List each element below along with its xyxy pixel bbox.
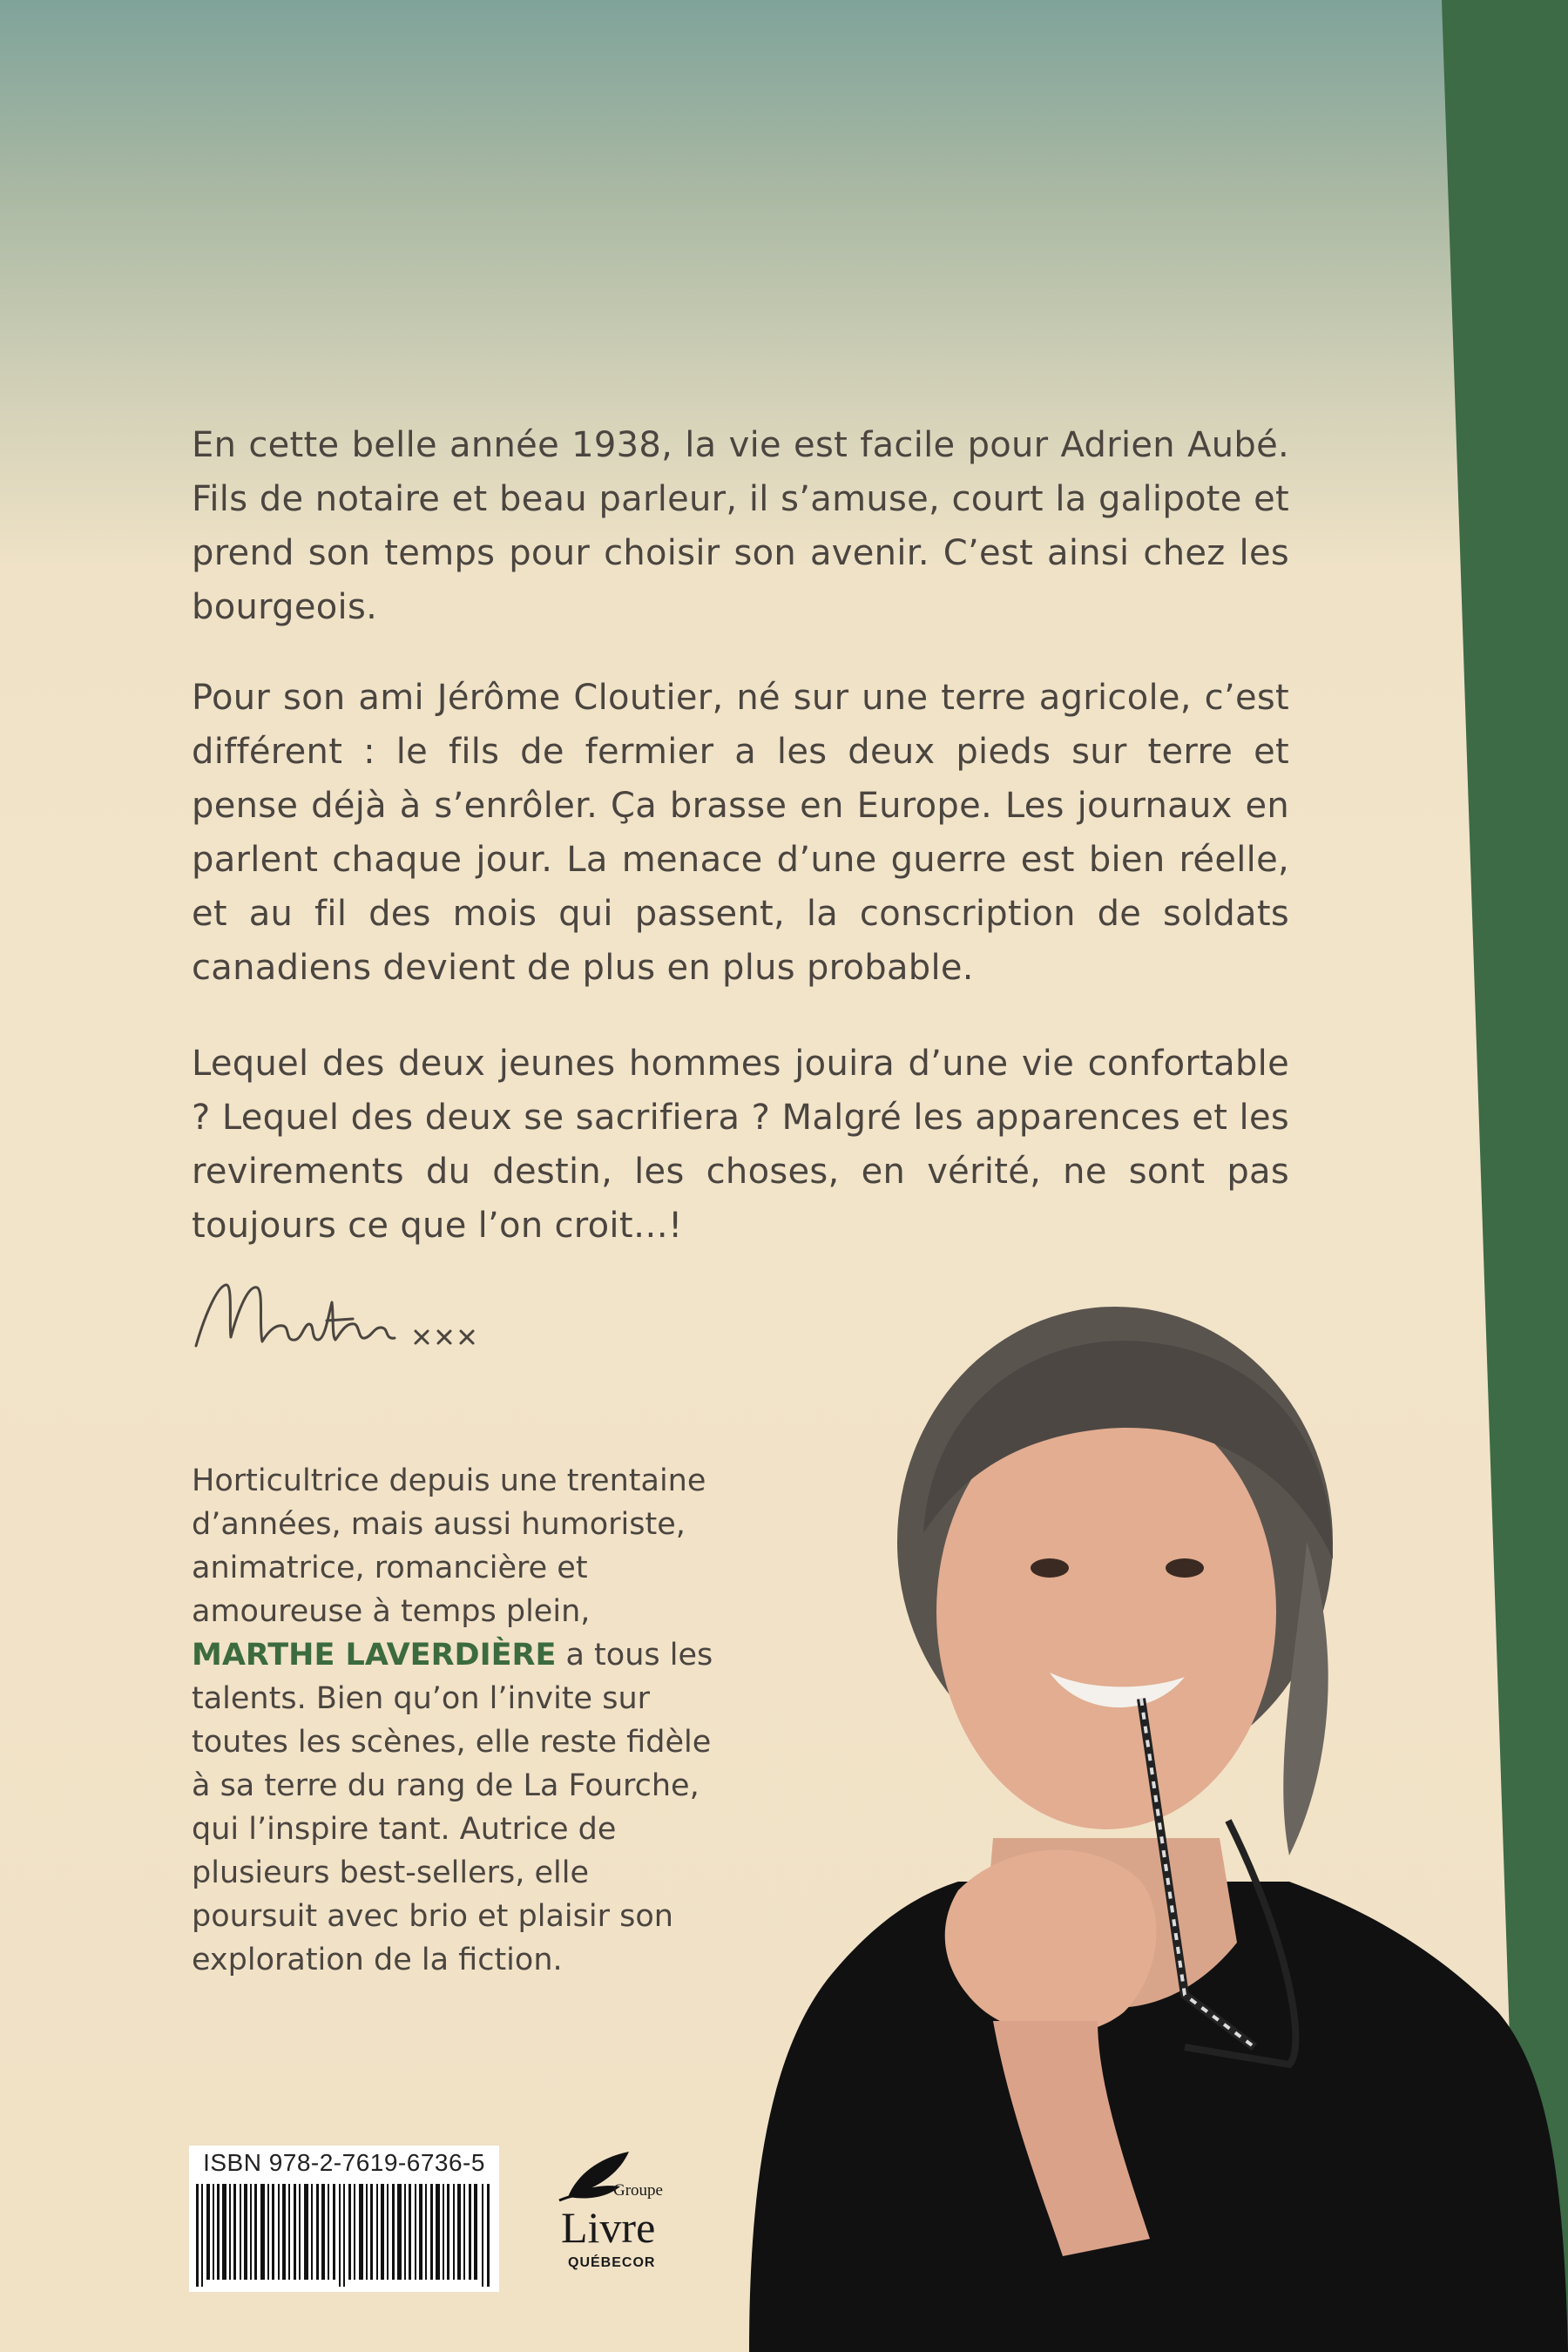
blurb-paragraph-3: Lequel des deux jeunes hommes jouira d’une vie confortable ? Lequel des deux se sacrifiera ? Malgré les apparences et les revirements du destin, les choses, en vérité, ne sont pas toujours ce que l’on croit…! bbox=[192, 1044, 1289, 1246]
handwritten-signature bbox=[187, 1263, 518, 1368]
bio-text-after: a tous les talents. Bien qu’on l’invite sur toutes les scènes, elle reste fidèle à sa terre du rang de La Fourche, qui l’inspire tant. Autrice de plusieurs best-sellers, elle poursuit avec brio et plaisir son exploration de la fiction. bbox=[192, 1638, 713, 1977]
publisher-line-1: Groupe bbox=[613, 2181, 663, 2200]
publisher-line-2: Livre bbox=[561, 2203, 656, 2252]
blurb-paragraph-2: Pour son ami Jérôme Cloutier, né sur une terre agricole, c’est différent : le fils de fermier a les deux pieds sur terre et pense déjà à s’enrôler. Ça brasse en Europe. Les journaux en parlent chaque jour. La menace d’une guerre est bien réelle, et au fil des mois qui passent, la conscription de soldats canadiens devient de plus en plus probable. bbox=[192, 678, 1289, 988]
barcode-icon bbox=[196, 2184, 492, 2287]
isbn-number: ISBN 978-2-7619-6736-5 bbox=[203, 2149, 485, 2176]
author-photo bbox=[732, 1281, 1568, 2352]
publisher-line-3: QUÉBECOR bbox=[568, 2255, 656, 2270]
isbn-barcode bbox=[189, 2146, 499, 2292]
bio-text-before: Horticultrice depuis une trentaine d’années, mais aussi humoriste, animatrice, romancière et amoureuse à temps plein, bbox=[192, 1463, 706, 1629]
author-name: MARTHE LAVERDIÈRE bbox=[192, 1638, 557, 1673]
author-bio bbox=[192, 1459, 723, 1982]
publisher-logo bbox=[533, 2145, 681, 2293]
blurb-paragraph-1: En cette belle année 1938, la vie est facile pour Adrien Aubé. Fils de notaire et beau parleur, il s’amuse, court la galipote et prend son temps pour choisir son avenir. C’est ainsi chez les bourgeois. bbox=[192, 425, 1289, 627]
